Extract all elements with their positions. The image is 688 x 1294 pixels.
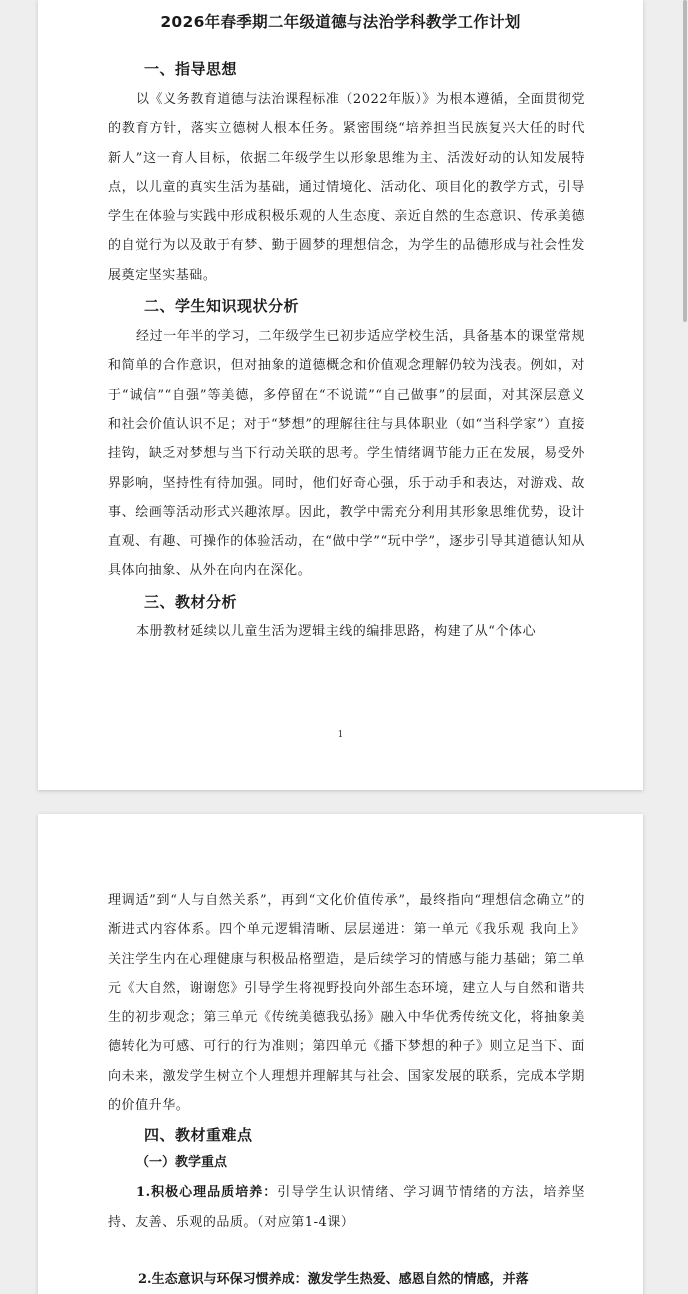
- section-paragraph-textbook-analysis-start: 本册教材延续以儿童生活为逻辑主线的编排思路，构建了从“个体心: [136, 623, 537, 639]
- section-heading-student-analysis: 二、学生知识现状分析: [144, 297, 300, 316]
- focus-item-1: [108, 1178, 585, 1237]
- section-heading-guiding-ideology: 一、指导思想: [144, 60, 238, 78]
- sub-heading-teaching-focus: （一）教学重点: [136, 1155, 228, 1171]
- focus-item-2-cut-off: 2.生态意识与环保习惯养成：激发学生热爱、感恩自然的情感，并落: [138, 1272, 529, 1287]
- document-title: 2026年春季期二年级道德与法治学科教学工作计划: [160, 13, 521, 31]
- focus-item-1-text: 引导学生认识情绪、学习调节情绪的方法，培养坚持、友善、乐观的品质。（对应第1-4课）: [108, 1185, 585, 1230]
- document-page-1: [38, 0, 643, 790]
- section-heading-textbook-analysis: 三、教材分析: [144, 592, 238, 611]
- document-page-2: [38, 814, 643, 1294]
- section-paragraph-guiding-ideology: 以《义务教育道德与法治课程标准（2022年版）》为根本遵循，全面贯彻党的教育方针，落实立德树人根本任务。紧密围绕“培养担当民族复兴大任的时代新人”这一育人目标，依据二年级学生以形象思维为主、活泼好动的认知发展特点，以儿童的真实生活为基础，通过情境化、活动化、项目化的教学方式，引导学生在体验与实践中形成积极乐观的人生态度、亲近自然的生态意识、传承美德的自觉行为以及敢于有梦、勤于圆梦的理想信念，为学生的品德形成与社会性发展奠定坚实基础。: [108, 92, 585, 283]
- focus-item-1-title: 1.积极心理品质培养：: [136, 1185, 278, 1201]
- section-paragraph-student-analysis: 经过一年半的学习，二年级学生已初步适应学校生活，具备基本的课堂常规和简单的合作意识，但对抽象的道德概念和价值观念理解仍较为浅表。例如，对于“诚信”“自强”等美德，多停留在“不说谎”“自己做事”的层面，对其深层意义和社会价值认识不足；对于“梦想”的理解往往与具体职业（如“当科学家”）直接挂钩，缺乏对梦想与当下行动关联的思考。学生情绪调节能力正在发展，易受外界影响，坚持性有待加强。同时，他们好奇心强，乐于动手和表达，对游戏、故事、绘画等活动形式兴趣浓厚。因此，教学中需充分利用其形象思维优势，设计直观、有趣、可操作的体验活动，在“做中学”“玩中学”，逐步引导其道德认知从具体向抽象、从外在向内在深化。: [108, 329, 585, 579]
- section-paragraph-textbook-analysis-continued: 理调适”到“人与自然关系”，再到“文化价值传承”，最终指向“理想信念确立”的渐进式内容体系。四个单元逻辑清晰、层层递进：第一单元《我乐观 我向上》关注学生内在心理健康与积极品格塑造，是后续学习的情感与能力基础；第二单元《大自然，谢谢您》引导学生将视野投向外部生态环境，建立人与自然和谐共生的初步观念；第三单元《传统美德我弘扬》融入中华优秀传统文化，将抽象美德转化为可感、可行的行为准则；第四单元《播下梦想的种子》则立足当下、面向未来，激发学生树立个人理想并理解其与社会、国家发展的联系，完成本学期的价值升华。: [108, 893, 585, 1114]
- section-heading-key-points: 四、教材重难点: [144, 1126, 253, 1145]
- scrollbar[interactable]: [683, 0, 687, 322]
- page-number: 1: [337, 730, 344, 740]
